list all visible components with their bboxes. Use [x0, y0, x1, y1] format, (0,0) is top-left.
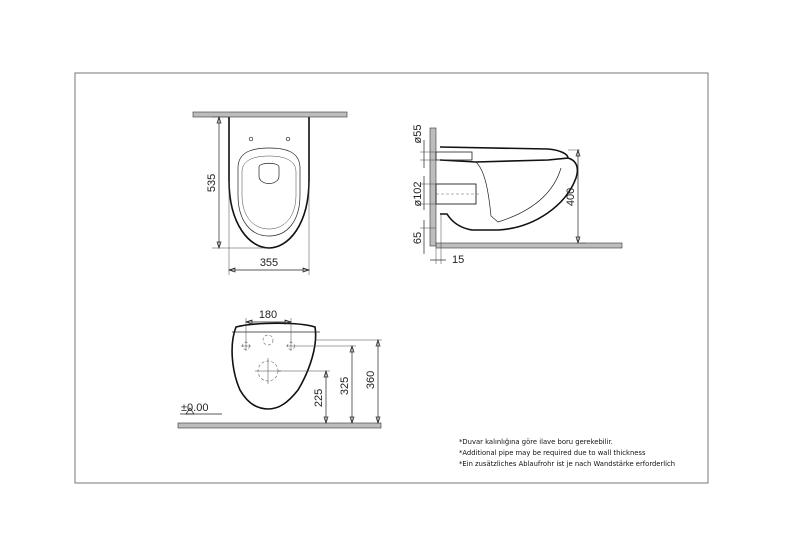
dim-label-65: 65 — [412, 231, 424, 245]
dim-label-355: 355 — [259, 257, 279, 269]
dim-label-535: 535 — [206, 173, 218, 193]
top-view-fixing-hole-left — [249, 137, 253, 141]
dim-label-360: 360 — [365, 370, 377, 390]
dim-label-225: 225 — [313, 388, 325, 408]
dim-label-diam-102: ø102 — [412, 181, 424, 207]
top-view-bowl-outline — [229, 117, 309, 248]
side-view — [412, 125, 622, 266]
level-label: ±0.00 — [181, 402, 209, 414]
side-view-wall — [430, 128, 436, 246]
drawing-frame — [75, 73, 708, 483]
dim-label-diam-55: ø55 — [412, 124, 424, 144]
dim-label-15: 15 — [452, 254, 465, 266]
top-view — [193, 112, 347, 275]
note-de: *Ein zusätzliches Ablaufrohr ist je nach Wandstärke erforderlich — [459, 460, 676, 468]
back-view-outlet-hole — [255, 358, 281, 384]
side-view-bowl-outer — [440, 158, 577, 230]
top-view-bowl-opening — [259, 163, 279, 183]
note-tr: *Duvar kalınlığına göre ilave boru gerekebilir. — [459, 438, 613, 446]
dim-label-400: 400 — [565, 187, 577, 207]
back-view-fixing-hole-right — [286, 341, 296, 351]
side-view-floor — [436, 243, 622, 248]
top-view-wall — [193, 112, 347, 117]
back-view-floor — [178, 423, 381, 428]
back-view — [178, 309, 382, 428]
top-view-fixing-hole-right — [286, 137, 290, 141]
top-view-seat-inner — [242, 156, 296, 229]
notes — [459, 438, 675, 468]
side-view-inlet-pipe — [436, 152, 472, 160]
dim-label-180: 180 — [258, 309, 278, 321]
back-view-fixing-hole-left — [241, 341, 251, 351]
note-en: *Additional pipe may be required due to wall thickness — [459, 449, 646, 457]
back-view-inlet-hole — [263, 335, 273, 345]
dim-label-325: 325 — [339, 376, 351, 396]
back-view-bowl-outline — [232, 323, 316, 409]
